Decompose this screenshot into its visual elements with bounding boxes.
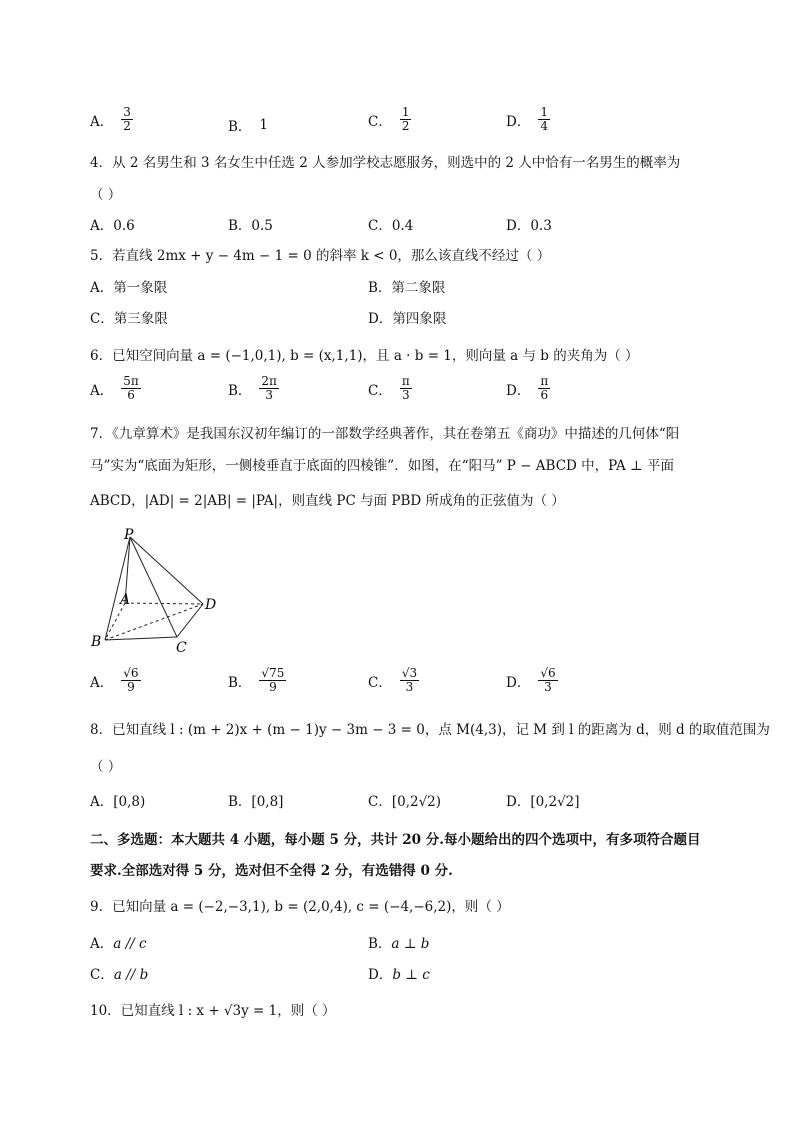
- q3-option-d: [506, 106, 550, 133]
- fraction: $\frac{3}{2}$: [123, 105, 131, 133]
- q9-stem: 9．已知向量 a = (−2,−3,1), b = (2,0,4), c = (−4,−6,2)，则（ ）: [90, 899, 510, 915]
- q3-option-c: [368, 106, 411, 133]
- q3-option-b: [228, 115, 268, 135]
- q7-option-b: B． $\frac{√75}{9}$: [228, 666, 285, 694]
- section2-header-line1: 二、多选题：本大题共 4 小题，每小题 5 分，共计 20 分.每小题给出的四个选项中，有多项符合题目: [90, 832, 701, 848]
- q8-answer-paren: （ ）: [90, 759, 122, 775]
- q7-option-c: C． $\frac{√3}{3}$: [368, 666, 418, 694]
- q6-option-d: D． $\frac{\pi}{6}$: [506, 374, 549, 402]
- q5-option-c: C．第三象限: [90, 311, 168, 327]
- q5-option-a: A．第一象限: [90, 280, 168, 296]
- fraction: $\frac{\pi}{3}$: [401, 374, 410, 402]
- q9-option-b: B．a ⊥ b: [368, 936, 430, 952]
- q10-stem: 10．已知直线 l : x + √3y = 1，则（ ）: [90, 1003, 336, 1019]
- q5-option-b: B．第二象限: [368, 280, 446, 296]
- q3-option-a: [90, 106, 133, 133]
- q4-stem: 4．从 2 名男生和 3 名女生中任选 2 人参加学校志愿服务，则选中的 2 人中恰有一名男生的概率为: [90, 155, 681, 171]
- q6-option-a: A． $\frac{5\pi}{6}$: [90, 374, 139, 402]
- q4-answer-paren: （ ）: [90, 187, 122, 203]
- vertex-label-d: D: [205, 597, 217, 613]
- vertex-label-p: P: [124, 527, 134, 543]
- q8-stem: 8．已知直线 l : (m + 2)x + (m − 1)y − 3m − 3 = 0，点 M(4,3)，记 M 到 l 的距离为 d，则 d 的取值范围为: [90, 722, 770, 738]
- section2-header-line2: 要求.全部选对得 5 分，选对但不全得 2 分，有选错得 0 分.: [90, 863, 453, 879]
- q7-pyramid-figure: [85, 525, 235, 660]
- q8-option-a: A．[0,8): [90, 794, 146, 810]
- fraction: $\frac{1}{4}$: [540, 105, 548, 133]
- edge-pc: [130, 537, 177, 637]
- q7-option-a: A． $\frac{√6}{9}$: [90, 666, 139, 694]
- vertex-label-b: B: [91, 634, 102, 650]
- option-label: A．: [90, 113, 114, 130]
- option-label: D．: [506, 113, 531, 130]
- edge-ad-hidden: [125, 603, 203, 604]
- option-label: B．: [228, 119, 252, 135]
- q7-stem-line2: 马”实为“底面为矩形，一侧棱垂直于底面的四棱锥”．如图，在“阳马” P − ABCD 中，PA ⊥ 平面: [90, 458, 675, 474]
- q6-option-c: C． $\frac{\pi}{3}$: [368, 374, 410, 402]
- fraction: $\frac{√6}{9}$: [123, 666, 139, 694]
- q7-stem-line3: ABCD，|AD| = 2|AB| = |PA|，则直线 PC 与面 PBD 所成角的正弦值为（ ）: [90, 493, 565, 509]
- q8-option-d: D．[0,2√2]: [506, 794, 580, 810]
- q7-option-d: D． $\frac{√6}{3}$: [506, 666, 556, 694]
- q4-option-c: C．0.4: [368, 218, 414, 234]
- fraction: $\frac{√6}{3}$: [540, 666, 556, 694]
- q6-option-b: B． $\frac{2\pi}{3}$: [228, 374, 277, 402]
- fraction: $\frac{2\pi}{3}$: [261, 374, 277, 402]
- q5-stem: 5．若直线 2mx + y − 4m − 1 = 0 的斜率 k < 0，那么该直线不经过（ ）: [90, 248, 551, 264]
- q9-option-d: D．b ⊥ c: [368, 967, 430, 983]
- edge-pd: [130, 537, 203, 604]
- q8-option-b: B．[0,8]: [228, 794, 284, 810]
- q7-stem-line1: 7．《九章算术》是我国东汉初年编订的一部数学经典著作，其在卷第五《商功》中描述的几何体“阳: [90, 426, 680, 442]
- edge-bc: [105, 637, 177, 640]
- q6-stem: 6．已知空间向量 a = (−1,0,1), b = (x,1,1)，且 a · b = 1，则向量 a 与 b 的夹角为（ ）: [90, 348, 639, 364]
- vertex-label-c: C: [176, 640, 187, 656]
- fraction: $\frac{\pi}{6}$: [540, 374, 549, 402]
- edge-ab-hidden: [105, 603, 125, 640]
- fraction: $\frac{5\pi}{6}$: [123, 374, 139, 402]
- q5-option-d: D．第四象限: [368, 311, 447, 327]
- fraction: $\frac{√75}{9}$: [261, 666, 285, 694]
- q4-option-d: D．0.3: [506, 218, 552, 234]
- fraction: $\frac{1}{2}$: [401, 105, 410, 133]
- option-text: 1: [259, 117, 269, 133]
- q9-option-c: C．a // b: [90, 967, 149, 983]
- option-label: C．: [368, 113, 392, 130]
- q9-option-a: A．a // c: [90, 936, 147, 952]
- q4-option-b: B．0.5: [228, 218, 273, 234]
- q4-option-a: A．0.6: [90, 218, 135, 234]
- vertex-label-a: A: [120, 592, 131, 608]
- q8-option-c: C．[0,2√2): [368, 794, 442, 810]
- fraction: $\frac{√3}{3}$: [401, 666, 418, 694]
